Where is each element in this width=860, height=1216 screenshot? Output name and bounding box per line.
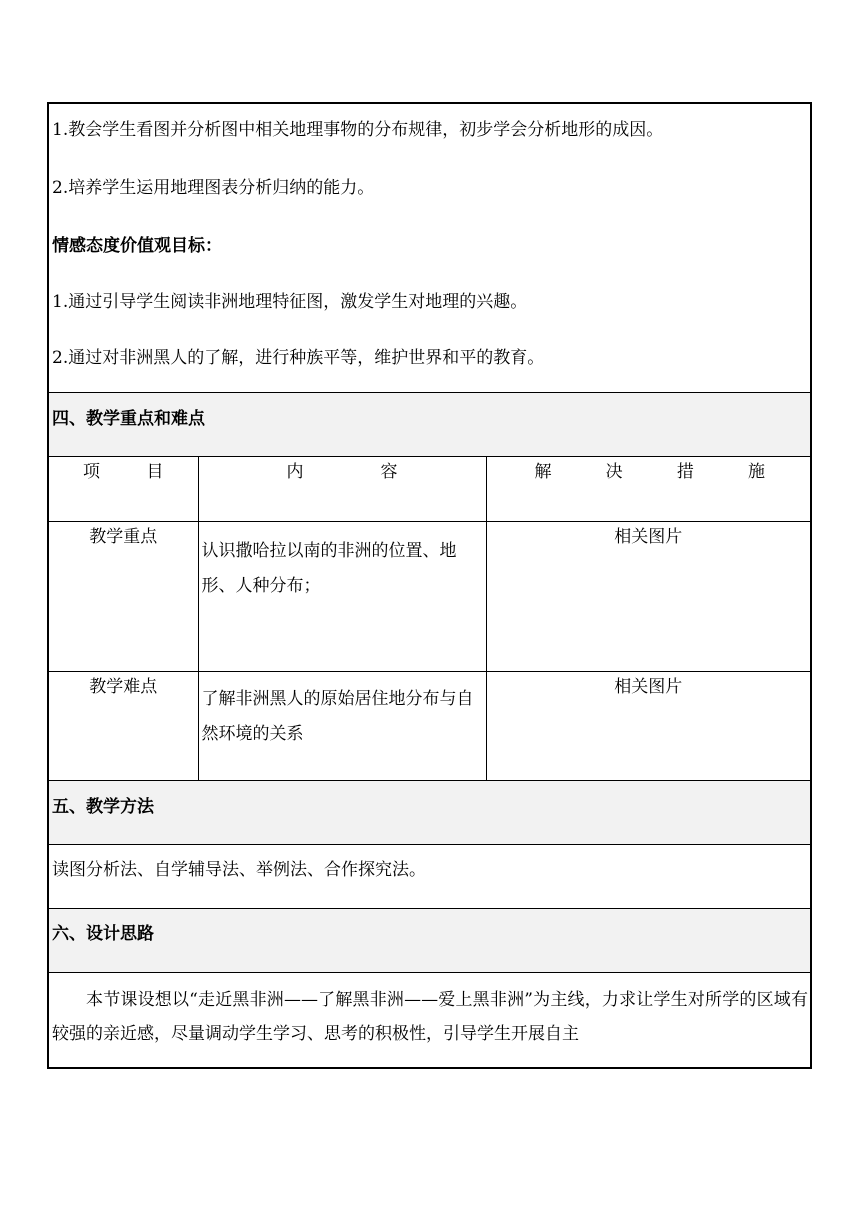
emotion-objective-2: 2.通过对非洲黑人的了解，进行种族平等，维护世界和平的教育。 [52,348,545,368]
skill-objective-2: 2.培养学生运用地理图表分析归纳的能力。 [52,178,375,198]
header-item: 项 目 [49,457,198,521]
key-points-header-row [49,457,810,521]
header-content: 内 容 [198,457,486,521]
key-points-table-cell [48,457,811,781]
key-point-row [49,521,810,671]
row-content: 了解非洲黑人的原始居住地分布与自然环境的关系 [198,671,486,780]
objectives-cell [48,103,811,393]
teaching-methods-text: 读图分析法、自学辅导法、举例法、合作探究法。 [52,860,426,880]
header-solution: 解 决 措 施 [486,457,810,521]
row-solution: 相关图片 [486,671,810,780]
emotion-objectives-heading: 情感态度价值观目标： [52,236,222,256]
row-content: 认识撒哈拉以南的非洲的位置、地形、人种分布； [198,521,486,671]
section-6-heading-cell [48,909,811,973]
row-solution: 相关图片 [486,521,810,671]
lesson-plan-table [47,102,812,1069]
emotion-objective-1: 1.通过引导学生阅读非洲地理特征图，激发学生对地理的兴趣。 [52,292,528,312]
skill-objective-1: 1.教会学生看图并分析图中相关地理事物的分布规律，初步学会分析地形的成因。 [52,120,664,140]
row-item-label: 教学重点 [49,521,198,671]
section-6-text-cell [48,973,811,1069]
row-item-label: 教学难点 [49,671,198,780]
section-6-heading: 六、设计思路 [52,924,154,944]
section-5-heading: 五、教学方法 [52,797,154,817]
key-points-table [49,457,810,780]
section-5-text-cell [48,845,811,909]
difficulty-row [49,671,810,780]
design-idea-paragraph: 本节课设想以“走近黑非洲——了解黑非洲——爱上黑非洲”为主线，力求让学生对所学的区域有较强的亲近感，尽量调动学生学习、思考的积极性，引导学生开展自主 [52,990,808,1044]
section-4-heading: 四、教学重点和难点 [52,409,205,429]
section-5-heading-cell [48,781,811,845]
section-4-heading-cell [48,393,811,457]
